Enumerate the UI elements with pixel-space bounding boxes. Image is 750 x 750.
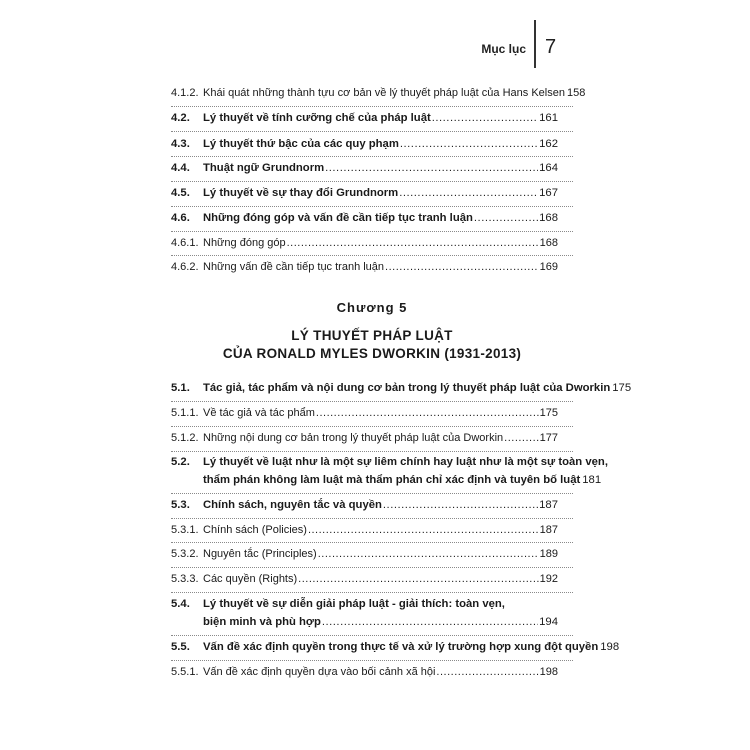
toc-entry-number: 5.5.1. bbox=[171, 666, 199, 678]
toc-entry-number: 5.3. bbox=[171, 499, 190, 511]
row-separator bbox=[171, 231, 573, 232]
leader-dots bbox=[298, 572, 538, 585]
toc-entry-number: 5.1.1. bbox=[171, 407, 199, 419]
row-separator bbox=[171, 181, 573, 182]
page-number: 7 bbox=[545, 36, 557, 58]
toc-entry-number: 5.1.2. bbox=[171, 432, 199, 444]
toc-entry-page: 187 bbox=[539, 524, 558, 536]
toc-entry-number: 4.5. bbox=[171, 187, 190, 199]
toc-entry-page: 187 bbox=[539, 499, 558, 511]
chapter-title-line-2: CỦA RONALD MYLES DWORKIN (1931-2013) bbox=[222, 346, 522, 361]
leader-dots bbox=[325, 161, 538, 174]
toc-entry-title: Những đóng góp bbox=[203, 237, 286, 249]
row-separator bbox=[171, 206, 573, 207]
toc-entry-title: Các quyền (Rights) bbox=[203, 573, 298, 585]
toc-entry-title: Chính sách (Policies) bbox=[203, 524, 307, 536]
toc-entry-title-line-1: Lý thuyết về luật như là một sự liêm chính hay luật như là một sự toàn vẹn, bbox=[203, 456, 608, 468]
leader-dots bbox=[385, 260, 539, 273]
row-separator bbox=[171, 567, 573, 568]
toc-entry-page: 175 bbox=[539, 407, 558, 419]
toc-entry-title-line-2: biện minh và phù hợp bbox=[203, 616, 321, 628]
leader-dots bbox=[432, 111, 538, 124]
toc-entry-title-line-1: Lý thuyết về sự diễn giải pháp luật - giải thích: toàn vẹn, bbox=[203, 598, 505, 610]
row-separator bbox=[171, 660, 573, 661]
toc-entry-page: 194 bbox=[539, 616, 558, 628]
toc-entry-page: 198 bbox=[600, 641, 620, 653]
toc-entry-page: 169 bbox=[539, 261, 558, 273]
toc-entry-title: Nguyên tắc (Principles) bbox=[203, 548, 317, 560]
toc-entry-title-line-2: thẩm phán không làm luật mà thẩm phán chỉ xác định và tuyên bố luật bbox=[203, 474, 581, 486]
toc-entry-title: Những đóng góp và vấn đề cần tiếp tục tranh luận bbox=[203, 212, 473, 224]
row-separator bbox=[171, 592, 573, 593]
row-separator bbox=[171, 542, 573, 543]
toc-entry-number: 4.6.1. bbox=[171, 237, 199, 249]
toc-entry-number: 4.2. bbox=[171, 112, 190, 124]
toc-entry-title: Khái quát những thành tựu cơ bản về lý thuyết pháp luật của Hans Kelsen bbox=[203, 87, 565, 99]
row-separator bbox=[171, 426, 573, 427]
toc-entry-page: 181 bbox=[582, 474, 602, 486]
toc-entry-title: Lý thuyết về sự thay đổi Grundnorm bbox=[203, 187, 399, 199]
toc-entry-title: Vấn đề xác định quyền trong thực tế và xử lý trường hợp xung đột quyền bbox=[203, 641, 599, 653]
toc-entry-page: 177 bbox=[539, 432, 558, 444]
toc-entry-page: 168 bbox=[539, 237, 558, 249]
toc-entry-page: 162 bbox=[539, 138, 558, 150]
leader-dots bbox=[383, 498, 538, 511]
toc-entry-number: 5.3.2. bbox=[171, 548, 199, 560]
toc-entry-title: Lý thuyết thứ bậc của các quy phạm bbox=[203, 138, 399, 150]
toc-entry-number: 5.3.3. bbox=[171, 573, 199, 585]
leader-dots bbox=[399, 186, 538, 199]
chapter-label: Chương 5 bbox=[336, 300, 408, 315]
row-separator bbox=[171, 156, 573, 157]
toc-entry-page: 161 bbox=[539, 112, 558, 124]
toc-entry-title: Thuật ngữ Grundnorm bbox=[203, 162, 325, 174]
toc-entry-page: 189 bbox=[539, 548, 558, 560]
toc-entry-page: 198 bbox=[539, 666, 558, 678]
leader-dots bbox=[318, 547, 539, 560]
row-separator bbox=[171, 493, 573, 494]
toc-entry-title: Vấn đề xác định quyền dựa vào bối cảnh xã hội bbox=[203, 666, 436, 678]
row-separator bbox=[171, 635, 573, 636]
leader-dots bbox=[287, 236, 539, 249]
leader-dots bbox=[316, 406, 539, 419]
toc-entry-number: 5.1. bbox=[171, 382, 190, 394]
running-head bbox=[0, 34, 750, 74]
toc-entry-number: 4.4. bbox=[171, 162, 190, 174]
row-separator bbox=[171, 401, 573, 402]
toc-entry-title: Lý thuyết về tính cưỡng chế của pháp luật bbox=[203, 112, 431, 124]
toc-entry-title: Những nội dung cơ bản trong lý thuyết pháp luật của Dworkin bbox=[203, 432, 504, 444]
toc-entry-page: 192 bbox=[539, 573, 558, 585]
toc-entry-number: 5.2. bbox=[171, 456, 190, 468]
toc-entry-number: 4.3. bbox=[171, 138, 190, 150]
toc-entry-page: 158 bbox=[566, 87, 586, 99]
toc-entry-number: 5.4. bbox=[171, 598, 190, 610]
row-separator bbox=[171, 131, 573, 132]
toc-entry-title: Về tác giả và tác phẩm bbox=[203, 407, 315, 419]
row-separator bbox=[171, 255, 573, 256]
toc-entry-number: 4.6. bbox=[171, 212, 190, 224]
toc-entry-title: Chính sách, nguyên tắc và quyền bbox=[203, 499, 382, 511]
leader-dots bbox=[436, 665, 538, 678]
toc-entry-page: 164 bbox=[539, 162, 558, 174]
leader-dots bbox=[504, 431, 538, 444]
toc-entry-page: 168 bbox=[539, 212, 558, 224]
toc-entry-number: 5.5. bbox=[171, 641, 190, 653]
chapter-title-line-1: LÝ THUYẾT PHÁP LUẬT bbox=[291, 328, 453, 343]
running-head-title: Mục lục bbox=[481, 42, 526, 56]
row-separator bbox=[171, 518, 573, 519]
toc-entry-page: 175 bbox=[612, 382, 632, 394]
running-head-divider bbox=[534, 20, 536, 68]
toc-entry-title: Những vấn đề cần tiếp tục tranh luận bbox=[203, 261, 385, 273]
toc-entry-number: 4.1.2. bbox=[171, 87, 199, 99]
toc-entry-title: Tác giả, tác phẩm và nội dung cơ bản trong lý thuyết pháp luật của Dworkin bbox=[203, 382, 611, 394]
toc-entry-number: 5.3.1. bbox=[171, 524, 199, 536]
toc-entry-number: 4.6.2. bbox=[171, 261, 199, 273]
row-separator bbox=[171, 451, 573, 452]
leader-dots bbox=[308, 523, 539, 536]
toc-entry-page: 167 bbox=[539, 187, 558, 199]
leader-dots bbox=[474, 211, 538, 224]
leader-dots bbox=[400, 137, 538, 150]
row-separator bbox=[171, 106, 573, 107]
leader-dots bbox=[322, 615, 538, 628]
